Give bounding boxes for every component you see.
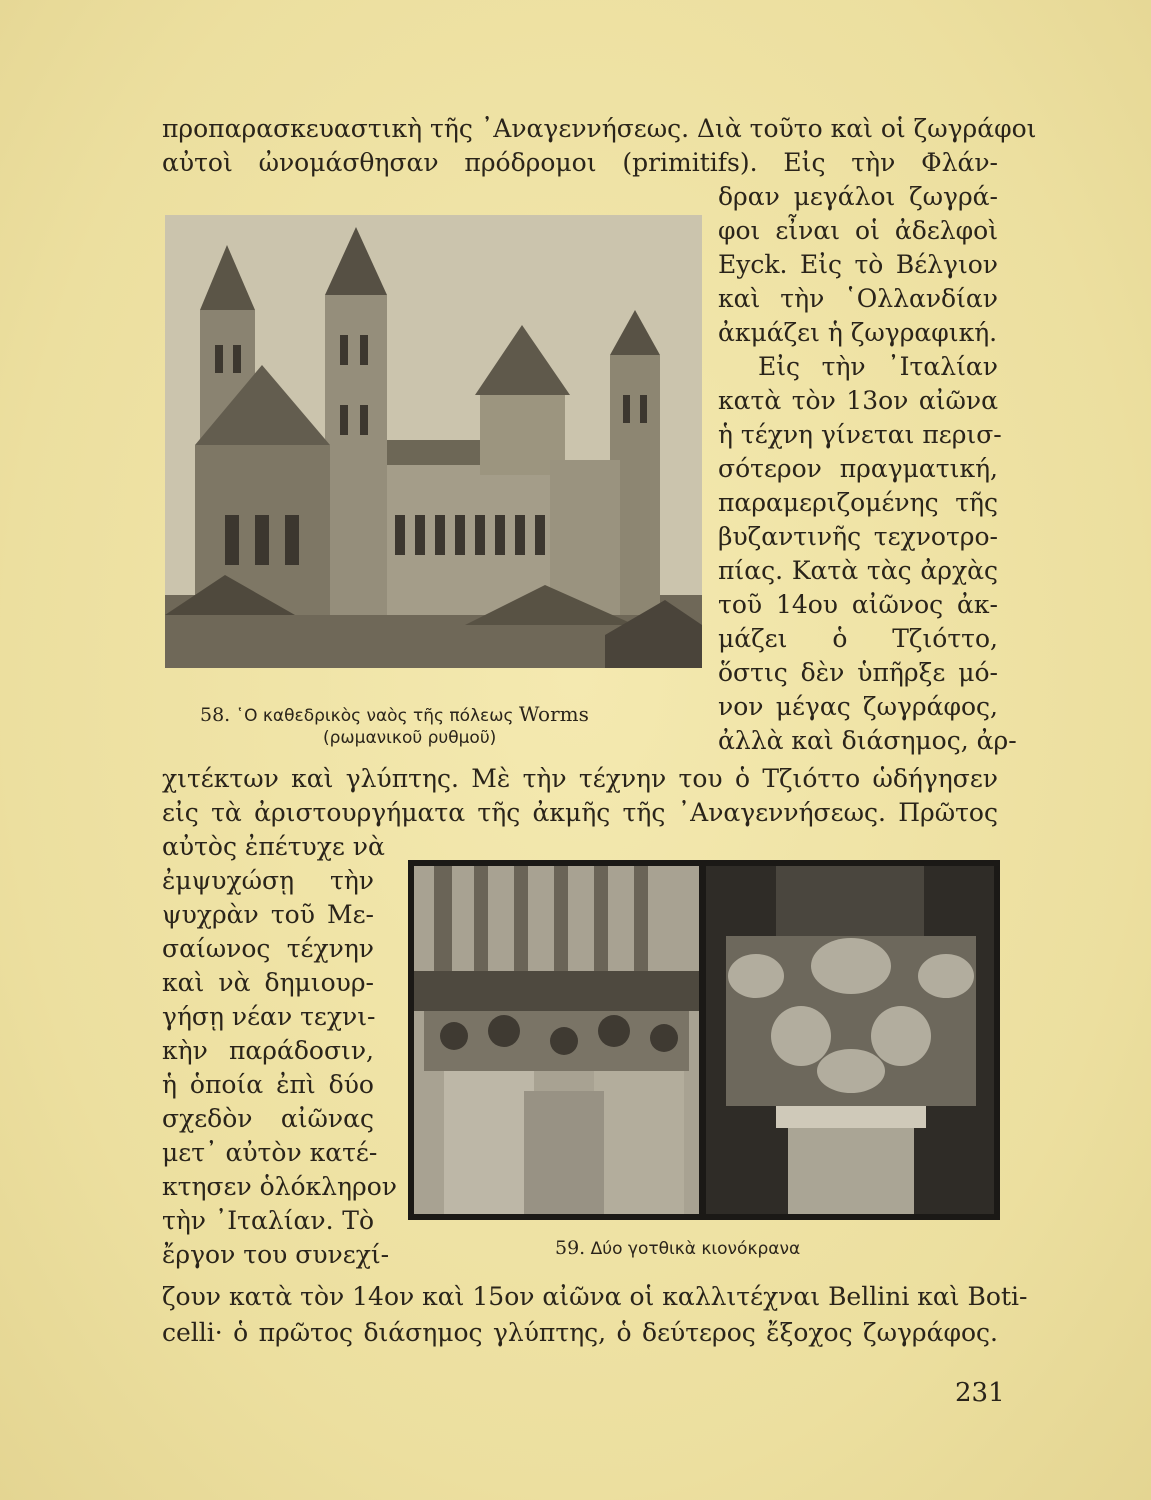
text-line-3: δραν μεγάλοι ζωγρά-: [718, 182, 998, 211]
text-line-20: χιτέκτων καὶ γλύπτης. Μὲ τὴν τέχνην του ὁ Τζιόττο ὡδήγησεν: [162, 764, 998, 793]
text-line-35: ζουν κατὰ τὸν 14ον καὶ 15ον αἰῶνα οἱ καλλιτέχναι Bellini καὶ Boti-: [162, 1282, 1028, 1311]
text-line-6: καὶ τὴν ῾Ολλανδίαν: [718, 284, 998, 313]
text-line-10: ἡ τέχνη γίνεται περισ-: [718, 420, 1002, 449]
text-line-14: πίας. Κατὰ τὰς ἀρχὰς: [718, 556, 998, 585]
figure-58-caption-latin: Worms: [518, 702, 589, 726]
text-line-7: ἀκμάζει ἡ ζωγραφική.: [718, 318, 998, 347]
text-line-15: τοῦ 14ου αἰῶνος ἀκ-: [718, 590, 998, 619]
text-line-16: μάζει ὁ Τζιόττο,: [718, 624, 998, 653]
gothic-capital-right-photo: [706, 866, 994, 1214]
text-line-34: ἔργον του συνεχί-: [162, 1240, 390, 1269]
text-line-36: celli· ὁ πρῶτος διάσημος γλύπτης, ὁ δεύτερος ἔξοχος ζωγράφος.: [162, 1318, 998, 1347]
text-line-1: προπαρασκευαστικὴ τῆς ᾿Αναγεννήσεως. Διὰ τοῦτο καὶ οἱ ζωγράφοι: [162, 114, 1037, 143]
text-line-30: σχεδὸν αἰῶνας: [162, 1104, 374, 1133]
text-line-23: ἐμψυχώσῃ τὴν: [162, 866, 374, 895]
gothic-capital-left-photo: [414, 866, 699, 1214]
text-line-17: ὅστις δὲν ὑπῆρξε μό-: [718, 658, 998, 687]
cathedral-worms-photo: [165, 215, 702, 668]
text-line-25: σαίωνος τέχνην: [162, 934, 374, 963]
text-line-5: Eyck. Εἰς τὸ Βέλγιον: [718, 250, 998, 279]
page-number: 231: [955, 1378, 1005, 1408]
figure-58-caption: [200, 702, 589, 726]
text-line-31: μετ᾿ αὐτὸν κατέ-: [162, 1138, 378, 1167]
text-line-13: βυζαντινῆς τεχνοτρο-: [718, 522, 998, 551]
figure-58-caption-text: ῾Ο καθεδρικὸς ναὸς τῆς πόλεως: [235, 706, 514, 726]
text-line-28: κὴν παράδοσιν,: [162, 1036, 374, 1065]
text-line-22: αὐτὸς ἐπέτυχε νὰ: [162, 832, 385, 861]
text-line-33: τὴν ᾿Ιταλίαν. Τὸ: [162, 1206, 374, 1235]
text-line-21: εἰς τὰ ἀριστουργήματα τῆς ἀκμῆς τῆς ᾿Αναγεννήσεως. Πρῶτος: [162, 798, 998, 827]
figure-59-caption: [555, 1237, 800, 1259]
text-line-24: ψυχρὰν τοῦ Με-: [162, 900, 374, 929]
figure-58-caption-line2: (ρωμανικοῦ ρυθμοῦ): [323, 728, 497, 748]
text-line-26: καὶ νὰ δημιουρ-: [162, 968, 374, 997]
text-line-27: γήσῃ νέαν τεχνι-: [162, 1002, 376, 1031]
text-line-9: κατὰ τὸν 13ον αἰῶνα: [718, 386, 998, 415]
text-line-19: ἀλλὰ καὶ διάσημος, ἀρ-: [718, 726, 1017, 755]
text-line-12: παραμεριζομένης τῆς: [718, 488, 998, 517]
text-line-2: αὐτοὶ ὠνομάσθησαν πρόδρομοι (primitifs). Εἰς τὴν Φλάν-: [162, 148, 998, 177]
figure-59-number: 59.: [555, 1237, 586, 1259]
gothic-capitals-photo: [408, 860, 1000, 1220]
text-line-32: κτησεν ὁλόκληρον: [162, 1172, 397, 1201]
text-line-8: Εἰς τὴν ᾿Ιταλίαν: [758, 352, 998, 381]
text-line-29: ἡ ὁποία ἐπὶ δύο: [162, 1070, 374, 1099]
figure-59-caption-text: Δύο γοτθικὰ κιονόκρανα: [590, 1239, 801, 1259]
figure-58-number: 58.: [200, 704, 231, 726]
text-line-11: σότερον πραγματική,: [718, 454, 998, 483]
text-line-4: φοι εἶναι οἱ ἀδελφοὶ: [718, 216, 998, 245]
text-line-18: νον μέγας ζωγράφος,: [718, 692, 998, 721]
